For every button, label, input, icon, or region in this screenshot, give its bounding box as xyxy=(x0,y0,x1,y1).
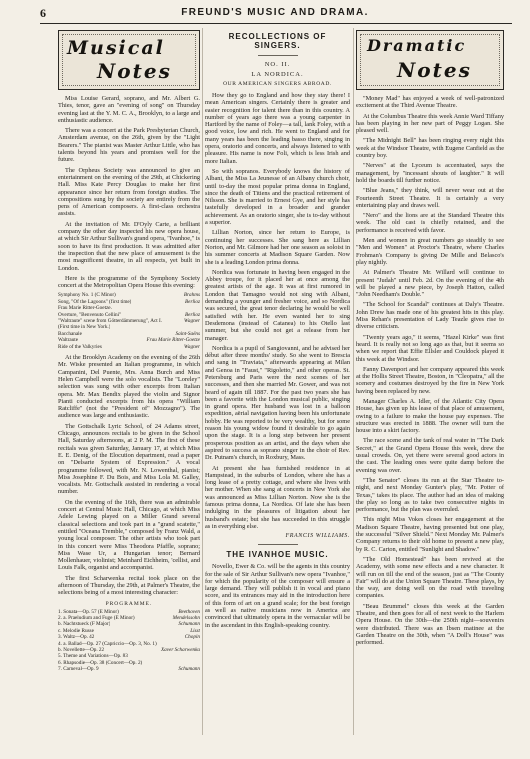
paragraph: "The Senator" closes its run at the Star Theatre to-night, and next Monday Gunter's play, "Mr. Potter of Texas," takes its place. The author had an idea of making the play so long as to take two consecutive nights in performance, but the plan was overruled. xyxy=(356,476,504,514)
programme-item xyxy=(58,666,200,672)
paragraph: "Nero" and the lions are at the Standard Theatre this week. The old cast is chiefly retained, and the performance is received with favor. xyxy=(356,212,504,234)
programme-composer: Berlioz xyxy=(185,298,200,305)
programme-piece: (First time in New York.) xyxy=(58,324,111,331)
paragraph: So with sopranos. Everybody knows the history of Albani, the Miss La Jeunesse of an Albany church choir, until to-day the most popular prima donna in England, since the death of Titiens and the practical retirement of Nilsson. She is married to Ernest Gye, and her style has tastefully developed in a broader and grander achievement. As an oratorio singer, she is to-day without a superior. xyxy=(205,167,350,227)
paragraph: How they go to England and how they stay there! I mean American singers. Certainly there is greater and easier recognition for talent there than in this country. A number of years ago there was a young carpenter in Hartford by the name of Foley—a tall, lank Foley, with a good voice, low and rich. He went to England and for many years has been the leading basso there, singing in opera, oratorio and concerts, and always listened to with pleasure. His name is now Foli, which is less Irish and more Italian. xyxy=(205,92,350,165)
programme-piece: "Waltraute" scene from Götterdämmerung", Act I. xyxy=(58,318,162,325)
programme-piece: 7. Carneval—Op. 9 xyxy=(58,666,99,673)
programme-item xyxy=(58,344,200,350)
programme-composer: Berlioz xyxy=(185,311,200,318)
dramatic-notes-text xyxy=(356,95,504,646)
paragraph: At the invitation of Mr. D'Oyly Carte, a brilliant company the other day inspected his new opera house, at which Sir Arthur Sullivan's grand opera, "Ivanhoe," is soon to have its first production. It was admitted after the inspection that the new place of amusement is the most magnificent theatre, in all respects, yet built in London. xyxy=(58,220,200,272)
musical-notes-text-continued xyxy=(58,354,200,597)
divider xyxy=(258,544,298,545)
musical-notes-masthead xyxy=(58,30,200,90)
programme-piece: 3. Waltz—Op. 42 xyxy=(58,634,95,641)
page-header xyxy=(40,6,510,22)
running-title: FREUND'S MUSIC AND DRAMA. xyxy=(181,7,369,18)
programme-heading: PROGRAMME. xyxy=(105,600,153,607)
paragraph: "Blue Jeans," they think, will never wear out at the Fourteenth Street Theatre. It is certainly a very entertaining play and draws well. xyxy=(356,187,504,209)
paragraph: The race scene and the tank of real water in "The Dark Secret," at the Grand Opera House this week, drew the usual crowds. On, yet there were several good actors in the cast. The leading ones were quite damp before the evening was over. xyxy=(356,437,504,474)
page-number: 6 xyxy=(40,6,46,20)
paragraph: Men and women in great numbers go steadily to see "Men and Women" at Proctor's Theatre, where Charles Frohman's Company is giving De Mille and Belasco's play nightly. xyxy=(356,237,504,266)
paragraph: At present she has furnished residence in at Hampstead, in the suburbs of London, where she has a long lease of a pretty cottage, and where she lives with her mother. When she sang at concerts in New York she was announced as Miss Lillian Norton. Now she is the famous prima donna, La Nordica. Of late she has been indulging in the pleasures of litigation about her husband's estate; but she has succeeded in this struggle as in everything else. xyxy=(205,464,350,530)
paragraph: Nordica is a pupil of Sangiovanni, and he advised her début after three months' study. So she went to Brescia and sang in "Traviata," afterwards appearing at Milan and Genoa in "Faust," "Rigoletto," and other operas. St. Petersburg and Paris were the next scenes of her successes, and then she married Mr. Gower, and was not heard of again till 1887. For the past two years she has been a favorite with the London musical public, singing in grand opera. Her husband was lost in a balloon expedition, aërial navigation having been his unfortunate hobby. He was reported to be very wealthy, but for some reason his young widow found it desirable to go again upon the stage. It is a long step between her present prosperous position as an artist, and the days when she aspired to success as soprano singer in the choir of Rev. Dr. Putnam's church, in Roxbury, Mass. xyxy=(205,344,350,462)
paragraph: At Palmer's Theatre Mr. Willard will continue to present "Judah" until Feb. 2d. On the evening of the 4th will be played a new piece, by Joseph Hatton, called "John Needham's Double." xyxy=(356,269,504,299)
programme-composer: Brahms xyxy=(183,292,200,299)
programme-piece: Bacchanale xyxy=(58,330,82,337)
paragraph: Manager Charles A. Idler, of the Atlantic City Opera House, has given up his lease of that place of amusement, owing to a failure to make the house pay expenses. The structure was erected in 1888. The owner will turn the house into a skirt factory. xyxy=(356,397,504,435)
paragraph: Fanny Davenport and her company appeared this week at the Hollis Street Theatre, Boston, in "Cleopatra," all the scenery and costumes destroyed by the fire in New York having been replaced by new. xyxy=(356,365,504,395)
paragraph: "Nerves" at the Lyceum is accentuated, says the management, by "incessant shouts of laughter." It will hold the boards till further notice. xyxy=(356,162,504,184)
paragraph: On the evening of the 16th, there was an admirable concert at Central Music Hall, Chicago, at which Miss Adele Lewing played on a Miller Grand several classical selections and took part in a "grand scatette," entitled "Oceana Tremble," composed by Franz Wald, a young local composer. The other artists who took part in this concert were Miss Theodora Pfaffle, soprano; Miss Wase Ur, a Hungarian tenor; Bernard Mollenhauer, violinist; Meinhard Eichheim, 'cellist, and Louis Falk, organist and accompanist. xyxy=(58,498,200,572)
programme-piece: c. Melodie Russe xyxy=(58,627,94,634)
programme-piece: 1. Sonata—Op. 57 (E Minor) xyxy=(58,608,119,615)
masthead-word: Notes xyxy=(97,59,172,83)
section-title: THE IVANHOE MUSIC. xyxy=(226,550,329,560)
paragraph: "The Old Homestead" has been revived at the Academy, with some new effects and a new character. It will run on till the end of the season, just as "The County Fair" will do at the Union Square Theatre. These plays, by the way, are doing well on the road with traveling companies. xyxy=(356,555,504,600)
programme-piece: Frau Marie Ritter-Goetze. xyxy=(58,305,112,312)
programme-composer: Xaver Scharwenka xyxy=(160,647,200,654)
programme-composer: Schumann xyxy=(178,621,200,628)
programme-piece: b. Novellette—Op. 22 xyxy=(58,647,105,654)
paragraph: "Twenty years ago," it seems, "Hazel Kirke" was first heard. It is really not so long ago as that, but it seems so when we report that Effie Ellsler and Couldock played it this week at the Windsor. xyxy=(356,333,504,363)
paragraph: The first Scharwenka recital took place on the afternoon of Thursday, the 29th, at Palmer's Theatre, the selections being of a most interesting character: xyxy=(58,574,200,597)
article-number: NO. II. xyxy=(264,61,291,68)
programme-piece: 5. Theme and Variations—Op. 83 xyxy=(58,653,128,660)
article-body xyxy=(205,92,350,530)
programme-piece: 4. a. Ballad—Op. 27 (Capriccio—Op. 3, No. 1) xyxy=(58,640,157,647)
paragraph: Here is the programme of the Symphony Society concert at the Metropolitan Opera House this evening: xyxy=(58,274,200,290)
article-deck: OUR AMERICAN SINGERS ABROAD. xyxy=(223,81,332,87)
programme-piece: 6. Rhapsodie—Op. 38 (Concert—Op. 2) xyxy=(58,659,143,666)
masthead-word: Musical xyxy=(67,37,165,59)
programme-piece: 2. a. Praeludium and Fuge (E Minor) xyxy=(58,614,135,621)
programme-piece: Ride of the Valkyries xyxy=(58,343,102,350)
paragraph: "Beau Brummel" closes this week at the Garden Theatre, and then goes for all of next week to the Harlem Opera House. On the 30th—the 250th night—souvenirs were distributed. There was an Ibsen matinee at the Garden Theatre on the 30th, when "A Doll's House" was performed. xyxy=(356,602,504,647)
column-divider xyxy=(202,28,203,735)
center-column xyxy=(205,30,350,735)
column-divider xyxy=(353,28,354,735)
programme-piece: Song, "Of the Lagoons" (first time) xyxy=(58,298,132,305)
masthead-word: Notes xyxy=(397,58,472,82)
programme-composer: Frau Marie Ritter-Goetze xyxy=(146,337,200,344)
paragraph: There was a concert at the Park Presbyterian Church, Amsterdam avenue, on the 26th, given by the "Light Bearers." The pianist was Master Arthur Little, who has talents beyond his years and promises well for the future. xyxy=(58,127,200,164)
paragraph: "Money Mad" has enjoyed a week of well-patronized excitement at the Third Avenue Theatre. xyxy=(356,95,504,110)
programme-piece: Symphony No. 1 (C Minor) xyxy=(58,292,116,299)
programme-piece: Waltraute xyxy=(58,337,79,344)
paragraph: "The Midnight Bell" has been ringing every night this week at the Windsor Theatre, with Eugene Canfield as the country boy. xyxy=(356,137,504,160)
paragraph: Novello, Ewer & Co. will be the agents in this country for the sale of Sir Arthur Sullivan's new opera "Ivanhoe," for which the popularity of the composer will ensure a large demand. They will publish it in vocal and piano score, and its entrances may aid in the introduction here of this form of art on a grand scale; for the best foreign as well as native musicians now in America are convinced that ultimately opera in the vernacular will be in the ascendant in this English-speaking country. xyxy=(205,563,350,629)
paragraph: The Gottschalk Lyric School, of 24 Adams street, Chicago, announces recitals to be given in the School Hall, Saturday afternoons, at 2 P. M. The first of these recitals was given Saturday, January 17, at which Miss E. E. Denig, of the Elocution department, read a paper on "Delsarte System of Expression." A vocal programme followed, with Mr. N. Lowenthal, pianist; Miss Josephine F. Du Bois, and Miss Lola M. Galley, vocalists. Mr. Gottschalk assisted in rendering a vocal number. xyxy=(58,422,200,496)
programme-composer: Beethoven xyxy=(178,608,200,615)
programme-composer: Mendelssohn xyxy=(172,614,200,621)
programme-piece: Overture, "Benvenuto Cellini" xyxy=(58,311,122,318)
dramatic-notes-masthead xyxy=(356,30,504,90)
scharwenka-programme xyxy=(58,609,200,673)
left-column xyxy=(58,30,200,735)
article-subject: LA NORDICA. xyxy=(251,71,304,78)
musical-notes-text xyxy=(58,95,200,289)
paragraph: At the Columbus Theatre this week Annie Ward Tiffany has been playing in her new part of Peggy Logan. She pleased well. xyxy=(356,112,504,135)
programme-composer: Wagner xyxy=(184,318,200,325)
divider xyxy=(258,55,298,56)
masthead-word: Dramatic xyxy=(367,36,467,55)
paragraph: Miss Louise Gerard, soprano, and Mr. Albert G. Thies, tenor, gave an "evening of song" on Thursday evening last at the Y. M. C. A., Brooklyn, to a large and enthusiastic audience. xyxy=(58,95,200,124)
paragraph: The Orpheus Society was announced to give an entertainment on the evening of the 29th, at Chickering Hall. Miss Kate Percy Douglas to make her first appearance since her return from foreign studies. The compositions sung by the society are entirely from the pens of American composers. A first-class orchestra assists. xyxy=(58,166,200,218)
paragraph: Lillian Norton, since her return to Europe, is continuing her successes. She sang here as Lillian Norton, and Mr. Gilmore had her one season as soloist in his summer concerts at Madison Square Garden. Now she is a leading London prima donna. xyxy=(205,229,350,266)
programme-composer: Schumann xyxy=(178,666,200,673)
ivanhoe-article-body xyxy=(205,563,350,629)
programme-composer: Lisst xyxy=(190,627,200,634)
header-rule xyxy=(40,23,512,24)
programme-composer: Wagner xyxy=(184,343,200,350)
right-column xyxy=(356,30,504,735)
paragraph: This night Miss Vokes closes her engagement at the Madison Square Theatre, having presented but one play, the successful "Silver Shield." Next Monday Mr. Palmer's Company returns to their old home to present a new play, by R. C. Carton, entitled "Sunlight and Shadow." xyxy=(356,516,504,553)
programme-composer: Saint-Saëns xyxy=(175,330,200,337)
programme-piece: b. Nachtstueck (F Major) xyxy=(58,621,111,628)
paragraph: Nordica was fortunate in having been engaged in the Abbey troupe, for it placed her at once among the greatest artists of the age. It was at first rumored in London that Tamagno would not sing with Albani, demanding a younger and fresher voice, and so Nordica was secured, the great tenor declaring he would be well satisfied with her. He even wanted her to sing Desdemona (instead of Catanea) to his Otello last summer, but she could not get a release from her manager. xyxy=(205,268,350,342)
programme-composer: Chopin xyxy=(184,634,200,641)
article-byline: FRANCIS WILLIAMS. xyxy=(285,533,350,540)
symphony-programme xyxy=(58,292,200,350)
paragraph: At the Brooklyn Academy on the evening of the 26th Mr. Wiske presented an Italian programme, in which Campanini, Del Puente, Mrs. Anna Burch and Miss Helen Campbell were the solo vocalists. The "Loreley" selection was sung with other excerpts from Italian opera. Mr. Max Bendix played the violin and Signor Pianti conducted excerpts from his opera "William Ratcliffe" (not the "President of" Mozzagno"). The audience was large and enthusiastic. xyxy=(58,354,200,420)
paragraph: "The School for Scandal" continues at Daly's Theatre. John Drew has made one of his greatest hits in this play. Miss Rehan's presentation of Lady Teazle gives rise to diverse criticism. xyxy=(356,301,504,331)
section-title: RECOLLECTIONS OF SINGERS. xyxy=(228,32,327,50)
